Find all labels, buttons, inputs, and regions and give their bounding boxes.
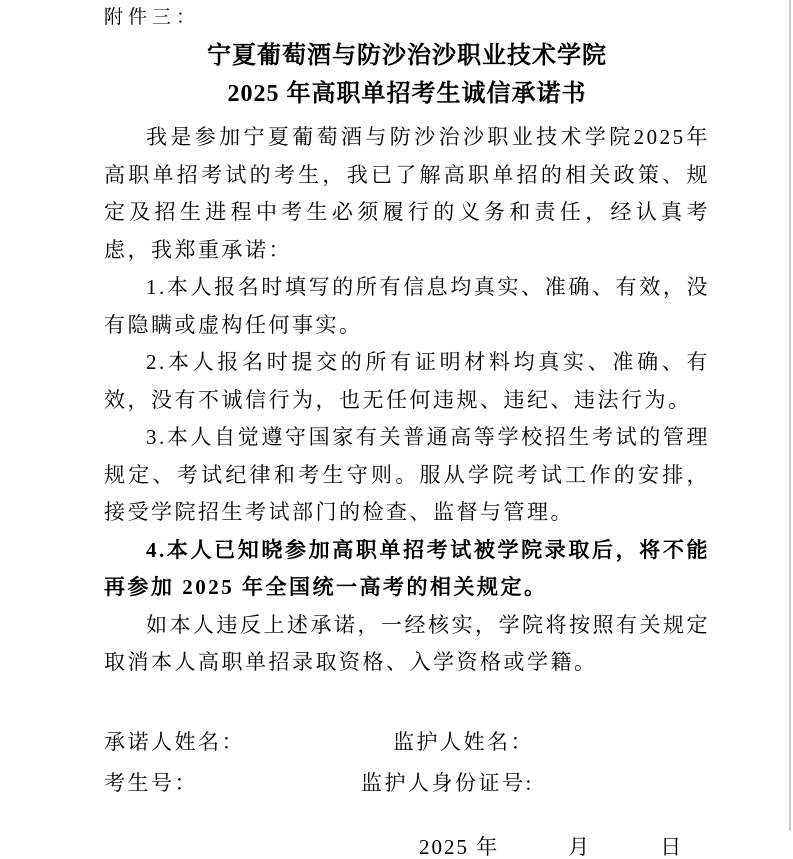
guardian-id-label: 监护人身份证号: [361,771,534,795]
commitment-item-4: 4.本人已知晓参加高职单招考试被学院录取后，将不能再参加 2025 年全国统一高考的相关规定。 [104,537,710,599]
commitment-item-2: 2.本人报名时提交的所有证明材料均真实、准确、有效，没有不诚信行为，也无任何违规、违纪、违法行为。 [104,350,710,412]
promiser-name-label: 承诺人姓名： [104,729,245,754]
document-title-line1: 宁夏葡萄酒与防沙治沙职业技术学院 [207,43,607,69]
guardian-name-label: 监护人姓名： [393,729,534,754]
attachment-label: 附件三： [104,7,201,28]
document-title-line2: 2025 年高职单招考生诚信承诺书 [227,81,587,107]
candidate-number-label: 考生号： [104,771,198,795]
date-line: 2025 年 月 日 [419,834,684,859]
closing-paragraph: 如本人违反上述承诺，一经核实，学院将按照有关规定取消本人高职单招录取资格、入学资格或学籍。 [104,612,710,674]
intro-paragraph: 我是参加宁夏葡萄酒与防沙治沙职业技术学院2025年高职单招考试的考生，我已了解高职单招的相关政策、规定及招生进程中考生必须履行的义务和责任，经认真考虑，我郑重承诺： [104,125,710,262]
signature-row-numbers [104,765,710,803]
signature-row-names [104,724,710,762]
commitment-item-1: 1.本人报名时填写的所有信息均真实、准确、有效，没有隐瞒或虚构任何事实。 [104,275,710,337]
page-right-edge-divider [789,0,791,831]
commitment-item-3: 3.本人自觉遵守国家有关普通高等学校招生考试的管理规定、考试纪律和考生守则。服从学院考试工作的安排，接受学院招生考试部门的检查、监督与管理。 [104,425,710,524]
